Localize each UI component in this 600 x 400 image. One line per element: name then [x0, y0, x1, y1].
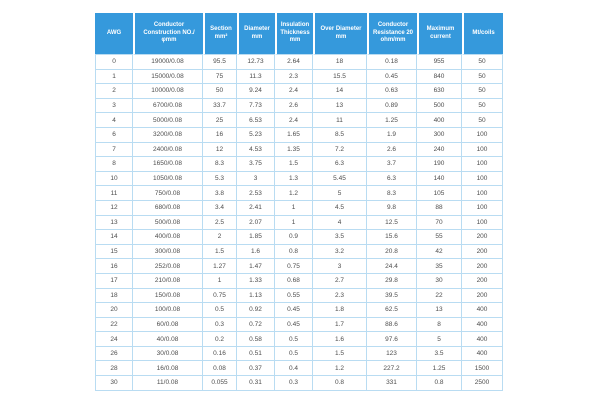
table-cell: 0.51: [237, 347, 275, 362]
table-cell: 100: [462, 172, 503, 187]
table-cell: 3: [313, 259, 367, 274]
table-cell: 200: [462, 289, 503, 304]
table-cell: 3.4: [203, 201, 237, 216]
table-cell: 26: [95, 347, 133, 362]
table-cell: 0.92: [237, 303, 275, 318]
table-cell: 0.75: [275, 259, 313, 274]
table-cell: 1.8: [313, 303, 367, 318]
table-cell: 840: [417, 70, 462, 85]
table-cell: 630: [417, 84, 462, 99]
table-cell: 105: [417, 186, 462, 201]
table-cell: 400: [462, 332, 503, 347]
table-cell: 680/0.08: [133, 201, 203, 216]
table-cell: 15: [95, 245, 133, 260]
table-row: [95, 128, 503, 143]
table-cell: 0.2: [203, 332, 237, 347]
table-cell: 200: [462, 259, 503, 274]
table-row: [95, 201, 503, 216]
table-cell: 1.5: [203, 245, 237, 260]
table-cell: 75: [203, 70, 237, 85]
table-cell: 88: [417, 201, 462, 216]
table-cell: 6.53: [237, 113, 275, 128]
table-cell: 18: [313, 55, 367, 70]
table-cell: 2.7: [313, 274, 367, 289]
table-cell: 100: [462, 157, 503, 172]
table-cell: 2: [95, 84, 133, 99]
table-cell: 5.45: [313, 172, 367, 187]
table-row: [95, 303, 503, 318]
table-cell: 0.8: [417, 376, 462, 391]
table-cell: 227.2: [367, 361, 417, 376]
table-cell: 0.55: [275, 289, 313, 304]
table-row: [95, 216, 503, 231]
table-cell: 0.4: [275, 361, 313, 376]
table-cell: 0.45: [275, 303, 313, 318]
table-cell: 20.8: [367, 245, 417, 260]
table-cell: 0.5: [275, 332, 313, 347]
column-header: Insulation Thickness mm: [275, 13, 313, 55]
table-cell: 2: [203, 230, 237, 245]
table-cell: 11: [313, 113, 367, 128]
table-cell: 0.9: [275, 230, 313, 245]
table-cell: 50: [462, 84, 503, 99]
table-cell: 1.7: [313, 318, 367, 333]
table-cell: 3.75: [237, 157, 275, 172]
table-cell: 300: [417, 128, 462, 143]
table-cell: 3200/0.08: [133, 128, 203, 143]
table-cell: 0.16: [203, 347, 237, 362]
table-row: [95, 186, 503, 201]
table-cell: 7.2: [313, 143, 367, 158]
table-cell: 12: [95, 201, 133, 216]
table-cell: 6: [95, 128, 133, 143]
table-cell: 1500: [462, 361, 503, 376]
table-cell: 0.72: [237, 318, 275, 333]
table-cell: 0.58: [237, 332, 275, 347]
column-header: Diameter mm: [237, 13, 275, 55]
column-header: Conductor Resistance 20 ohm/mm: [367, 13, 417, 55]
table-row: [95, 143, 503, 158]
table-row: [95, 361, 503, 376]
table-cell: 30: [417, 274, 462, 289]
table-cell: 190: [417, 157, 462, 172]
table-row: [95, 259, 503, 274]
table-row: [95, 376, 503, 391]
table-cell: 0.68: [275, 274, 313, 289]
table-row: [95, 289, 503, 304]
table-cell: 22: [95, 318, 133, 333]
table-cell: 2.64: [275, 55, 313, 70]
table-cell: 1: [95, 70, 133, 85]
table-cell: 100: [462, 201, 503, 216]
table-cell: 0.5: [275, 347, 313, 362]
table-cell: 16: [95, 259, 133, 274]
table-cell: 0.31: [237, 376, 275, 391]
table-cell: 2.3: [313, 289, 367, 304]
table-cell: 1: [203, 274, 237, 289]
table-cell: 6700/0.08: [133, 99, 203, 114]
table-cell: 5000/0.08: [133, 113, 203, 128]
table-cell: 50: [462, 113, 503, 128]
table-cell: 210/0.08: [133, 274, 203, 289]
table-cell: 15.6: [367, 230, 417, 245]
table-row: [95, 157, 503, 172]
spec-table: [95, 13, 503, 391]
table-cell: 1.9: [367, 128, 417, 143]
table-row: [95, 55, 503, 70]
table-cell: 3.8: [203, 186, 237, 201]
table-cell: 1.25: [367, 113, 417, 128]
table-cell: 2.3: [275, 70, 313, 85]
table-row: [95, 70, 503, 85]
table-cell: 955: [417, 55, 462, 70]
table-cell: 15.5: [313, 70, 367, 85]
table-row: [95, 274, 503, 289]
table-cell: 13: [95, 216, 133, 231]
table-cell: 0.5: [203, 303, 237, 318]
table-cell: 13: [313, 99, 367, 114]
table-cell: 55: [417, 230, 462, 245]
table-cell: 750/0.08: [133, 186, 203, 201]
spec-table-container: [95, 13, 503, 391]
table-cell: 100/0.08: [133, 303, 203, 318]
table-cell: 16: [203, 128, 237, 143]
table-cell: 18: [95, 289, 133, 304]
table-cell: 88.6: [367, 318, 417, 333]
table-cell: 0.8: [275, 245, 313, 260]
table-cell: 9.24: [237, 84, 275, 99]
table-cell: 7: [95, 143, 133, 158]
table-cell: 12: [203, 143, 237, 158]
table-cell: 25: [203, 113, 237, 128]
table-cell: 400: [417, 113, 462, 128]
table-cell: 1.2: [275, 186, 313, 201]
table-cell: 50: [462, 70, 503, 85]
table-cell: 12.5: [367, 216, 417, 231]
table-cell: 5.3: [203, 172, 237, 187]
table-cell: 0.055: [203, 376, 237, 391]
table-cell: 97.6: [367, 332, 417, 347]
table-cell: 2500: [462, 376, 503, 391]
table-cell: 1.33: [237, 274, 275, 289]
table-cell: 13: [417, 303, 462, 318]
table-cell: 17: [95, 274, 133, 289]
table-cell: 3.7: [367, 157, 417, 172]
column-header: Section mm²: [203, 13, 237, 55]
table-cell: 8: [417, 318, 462, 333]
table-cell: 20: [95, 303, 133, 318]
table-cell: 2.6: [367, 143, 417, 158]
table-cell: 6.3: [313, 157, 367, 172]
table-cell: 400: [462, 318, 503, 333]
table-cell: 11.3: [237, 70, 275, 85]
table-cell: 1.6: [237, 245, 275, 260]
table-cell: 200: [462, 245, 503, 260]
table-cell: 8: [95, 157, 133, 172]
column-header: Over Diameter mm: [313, 13, 367, 55]
table-cell: 95.5: [203, 55, 237, 70]
table-cell: 28: [95, 361, 133, 376]
table-cell: 240: [417, 143, 462, 158]
table-cell: 123: [367, 347, 417, 362]
table-cell: 1.5: [275, 157, 313, 172]
table-cell: 11: [95, 186, 133, 201]
table-cell: 2.41: [237, 201, 275, 216]
table-cell: 39.5: [367, 289, 417, 304]
table-cell: 70: [417, 216, 462, 231]
table-cell: 500: [417, 99, 462, 114]
table-cell: 300/0.08: [133, 245, 203, 260]
table-cell: 14: [313, 84, 367, 99]
table-cell: 0.8: [313, 376, 367, 391]
table-cell: 35: [417, 259, 462, 274]
table-row: [95, 347, 503, 362]
table-cell: 4.53: [237, 143, 275, 158]
table-cell: 1.2: [313, 361, 367, 376]
table-cell: 331: [367, 376, 417, 391]
table-cell: 4: [95, 113, 133, 128]
table-cell: 1: [275, 201, 313, 216]
table-cell: 200: [462, 230, 503, 245]
table-cell: 1.85: [237, 230, 275, 245]
table-cell: 24.4: [367, 259, 417, 274]
table-cell: 0.18: [367, 55, 417, 70]
table-row: [95, 245, 503, 260]
table-cell: 100: [462, 143, 503, 158]
table-cell: 4: [313, 216, 367, 231]
table-cell: 12.73: [237, 55, 275, 70]
table-cell: 1.65: [275, 128, 313, 143]
table-cell: 2.6: [275, 99, 313, 114]
table-cell: 5: [417, 332, 462, 347]
table-cell: 150/0.08: [133, 289, 203, 304]
table-cell: 3: [237, 172, 275, 187]
table-cell: 100: [462, 128, 503, 143]
table-cell: 0.63: [367, 84, 417, 99]
table-cell: 8.5: [313, 128, 367, 143]
table-cell: 0: [95, 55, 133, 70]
table-cell: 6.3: [367, 172, 417, 187]
table-cell: 1.47: [237, 259, 275, 274]
table-cell: 50: [462, 55, 503, 70]
table-cell: 3.2: [313, 245, 367, 260]
table-cell: 8.3: [203, 157, 237, 172]
table-cell: 30: [95, 376, 133, 391]
table-cell: 1.13: [237, 289, 275, 304]
table-body: [95, 55, 503, 391]
table-cell: 10000/0.08: [133, 84, 203, 99]
table-cell: 50: [462, 99, 503, 114]
table-cell: 1.3: [275, 172, 313, 187]
table-cell: 2.4: [275, 84, 313, 99]
table-cell: 3.5: [417, 347, 462, 362]
table-cell: 0.45: [275, 318, 313, 333]
table-cell: 3: [95, 99, 133, 114]
table-cell: 24: [95, 332, 133, 347]
table-cell: 400/0.08: [133, 230, 203, 245]
table-cell: 16/0.08: [133, 361, 203, 376]
table-cell: 0.37: [237, 361, 275, 376]
table-cell: 30/0.08: [133, 347, 203, 362]
table-cell: 252/0.08: [133, 259, 203, 274]
table-cell: 1: [275, 216, 313, 231]
table-row: [95, 332, 503, 347]
table-cell: 42: [417, 245, 462, 260]
table-cell: 1.5: [313, 347, 367, 362]
table-cell: 15000/0.08: [133, 70, 203, 85]
table-cell: 62.5: [367, 303, 417, 318]
table-row: [95, 113, 503, 128]
table-cell: 200: [462, 274, 503, 289]
table-cell: 5: [313, 186, 367, 201]
table-cell: 40/0.08: [133, 332, 203, 347]
table-cell: 1650/0.08: [133, 157, 203, 172]
table-cell: 2.07: [237, 216, 275, 231]
table-cell: 60/0.08: [133, 318, 203, 333]
table-header-row: [95, 13, 503, 55]
table-cell: 11/0.08: [133, 376, 203, 391]
table-cell: 2400/0.08: [133, 143, 203, 158]
table-cell: 1.6: [313, 332, 367, 347]
table-cell: 0.45: [367, 70, 417, 85]
table-row: [95, 230, 503, 245]
table-cell: 0.89: [367, 99, 417, 114]
table-cell: 500/0.08: [133, 216, 203, 231]
table-cell: 10: [95, 172, 133, 187]
table-cell: 0.3: [275, 376, 313, 391]
table-row: [95, 172, 503, 187]
table-cell: 4.5: [313, 201, 367, 216]
table-row: [95, 99, 503, 114]
table-cell: 2.53: [237, 186, 275, 201]
table-cell: 29.8: [367, 274, 417, 289]
table-cell: 33.7: [203, 99, 237, 114]
table-cell: 8.3: [367, 186, 417, 201]
table-row: [95, 318, 503, 333]
table-cell: 100: [462, 186, 503, 201]
column-header: AWG: [95, 13, 133, 55]
table-cell: 400: [462, 347, 503, 362]
table-cell: 0.3: [203, 318, 237, 333]
table-cell: 1.35: [275, 143, 313, 158]
table-cell: 0.08: [203, 361, 237, 376]
table-row: [95, 84, 503, 99]
table-cell: 140: [417, 172, 462, 187]
table-cell: 100: [462, 216, 503, 231]
column-header: Conductor Construction NO./φmm: [133, 13, 203, 55]
table-cell: 400: [462, 303, 503, 318]
table-cell: 19000/0.08: [133, 55, 203, 70]
table-cell: 1.27: [203, 259, 237, 274]
table-cell: 0.75: [203, 289, 237, 304]
table-cell: 2.4: [275, 113, 313, 128]
table-cell: 9.8: [367, 201, 417, 216]
table-cell: 22: [417, 289, 462, 304]
table-cell: 1.25: [417, 361, 462, 376]
table-cell: 1050/0.08: [133, 172, 203, 187]
table-cell: 5.23: [237, 128, 275, 143]
table-cell: 3.5: [313, 230, 367, 245]
column-header: Maximum current: [417, 13, 462, 55]
table-cell: 7.73: [237, 99, 275, 114]
table-cell: 14: [95, 230, 133, 245]
table-cell: 50: [203, 84, 237, 99]
table-cell: 2.5: [203, 216, 237, 231]
column-header: Mt/coils: [462, 13, 503, 55]
